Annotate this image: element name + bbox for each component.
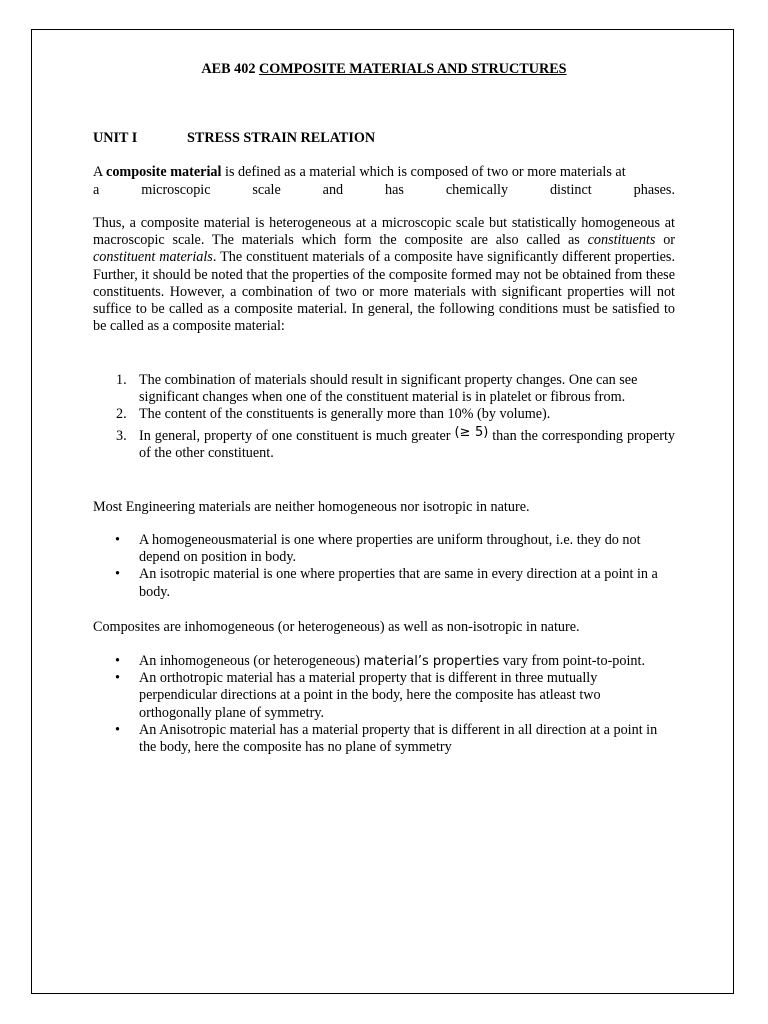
- material-types-list: [93, 653, 675, 756]
- list-item: • An orthotropic material has a material property that is different in three mutually perpendicular directions at a point in the body, here the composite has atleast two orthogonally plane of symmetry.: [115, 670, 601, 721]
- definition-line1: A composite material is defined as a material which is composed of two or more materials at: [93, 164, 626, 180]
- term-constituent-materials: constituent materials: [93, 249, 213, 266]
- list-item: 1. The combination of materials should result in significant property changes. One can see significant changes when one of the constituent material is in platelet or fibrous from.: [116, 372, 638, 406]
- list-item: 3. In general, property of one constituent is much greater (≥ 5) than the corresponding property of the other constituent.: [116, 424, 676, 461]
- paragraph-composites-nature: Composites are inhomogeneous (or heterogeneous) as well as non-isotropic in nature.: [93, 619, 580, 635]
- unit-title: STRESS STRAIN RELATION: [187, 130, 376, 146]
- math-expression: (≥ 5): [454, 424, 489, 440]
- course-code: AEB 402: [201, 61, 256, 77]
- course-title: [93, 61, 675, 78]
- list-item: • An isotropic material is one where properties that are same in every direction at a point in a body.: [115, 566, 658, 600]
- list-item: • An inhomogeneous (or heterogeneous) material’s properties vary from point-to-point.: [115, 653, 646, 669]
- list-item: • An Anisotropic material has a material property that is different in all direction at a point in the body, here the composite has no plane of symmetry: [115, 721, 658, 756]
- course-name: COMPOSITE MATERIALS AND STRUCTURES: [258, 61, 567, 77]
- paragraph-engineering-materials: Most Engineering materials are neither homogeneous nor isotropic in nature.: [93, 499, 530, 515]
- list-item: • A homogeneousmaterial is one where properties are uniform throughout, i.e. they do not depend on position in body.: [115, 532, 641, 566]
- homogeneous-isotropic-list: [93, 532, 675, 601]
- unit-heading: [93, 130, 376, 147]
- term-constituents: constituents: [587, 232, 656, 249]
- defined-term: composite material: [106, 164, 222, 180]
- conditions-list: [93, 372, 675, 462]
- unit-number: UNIT I: [93, 130, 138, 146]
- paragraph-composite-description: Thus, a composite material is heterogeneous at a microscopic scale but statistically homogeneous at macroscopic scale. The materials which form the composite are also called as constituents or constituent materials. The constituent materials of a composite have significantly different properties. Further, it should be noted that the properties of the composite formed may not be obtained from these constituents. However, a combination of two or more materials with significant properties will not suffice to be called as a composite material. In general, the following conditions must be satisfied to be called as a composite material:: [93, 215, 676, 335]
- list-item: 2. The content of the constituents is generally more than 10% (by volume).: [116, 406, 551, 423]
- definition-line2: a microscopic scale and has chemically distinct phases.: [93, 182, 675, 198]
